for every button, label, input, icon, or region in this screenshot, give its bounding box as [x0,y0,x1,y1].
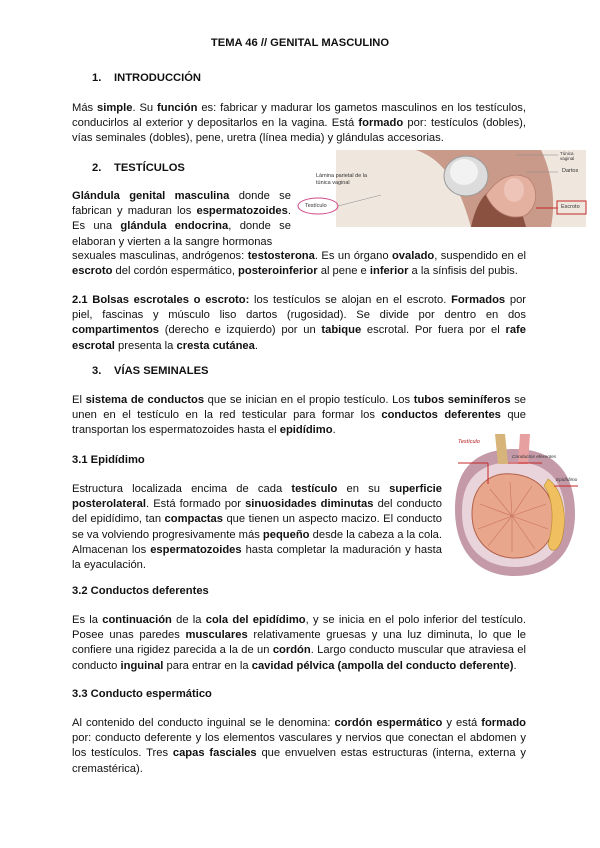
label-lamina-parietal: Lámina parietal de la túnica vaginal [316,173,368,186]
bold-text: epidídimo [279,424,333,437]
text: se unen en el testículo en la red testicular para formar los [72,394,527,422]
text: El [72,394,86,406]
bold-text: Glándula genital masculina [72,190,230,202]
text: Más [72,102,98,114]
text: . Está formado por [146,498,246,511]
section-heading-introduccion [92,72,201,84]
bold-text: pequeño [262,528,310,541]
text: . Su [132,102,158,114]
text: (derecho e izquierdo) por un [159,324,322,337]
text: . Es una [72,205,291,233]
text: . Es un órgano [314,250,392,262]
bold-text: cordón [272,644,311,657]
bold-text: sinuosidades diminutas [245,498,374,511]
subsection-heading-epididimo: 3.1 Epidídimo [72,454,145,466]
bold-text: tabique [321,324,362,337]
bold-text: conductos deferentes [381,409,501,422]
text: sexuales masculinas, andrógenos: [72,250,248,262]
text: . [332,424,336,437]
bold-text: cresta cutánea [176,339,255,352]
bold-text: capas fasciales [172,747,257,760]
bold-text: inferior [369,265,409,278]
paragraph-epididimo [72,482,442,573]
label-escroto: Escroto [561,204,580,210]
text: para entrar en la [163,659,252,672]
bold-text: espermatozoides [150,543,242,556]
text: relativamente gruesas y una luz diminuta, lo que le confiere una rigidez parecida a la de un [72,629,526,657]
bold-text: glándula endocrina [120,220,229,233]
paragraph-testiculos-cont [72,249,526,279]
text: . [254,339,258,352]
paragraph-vias-seminales [72,393,526,439]
text: que tienen un aspecto macizo. El conducto se va volviendo progresivamente más [72,513,442,541]
text: hasta completar la maduración y hasta la eyaculación. [72,543,442,572]
text: por piel, fascinas y músculo liso dartos (rugosidad). Se divide por dentro en dos [72,294,527,322]
scrotum-anatomy-figure [296,150,587,227]
testis-epididymis-figure [450,434,581,579]
text: Es la [72,614,103,626]
text: que transportan los espermatozoides hasta el [72,409,526,437]
section-heading-vias-seminales [92,365,209,377]
text: en su [337,483,390,495]
bold-text: ovalado [391,250,435,262]
bold-text: compartimentos [72,324,160,337]
bold-text: sistema de conductos [85,394,205,406]
text: Estructura localizada encima de cada [72,483,292,495]
bold-text: escroto [72,265,113,278]
label-testiculo: Testículo [458,439,480,445]
paragraph-conducto-espermatico [72,716,526,777]
bold-text: 2.1 Bolsas escrotales o escroto: [72,294,250,306]
text: , suspendido en el [434,250,526,262]
text: . Largo conducto muscular que atraviesa el conducto [72,644,526,672]
subsection-heading-conductos-deferentes: 3.2 Conductos deferentes [72,585,209,597]
page-title: TEMA 46 // GENITAL MASCULINO [210,37,390,49]
paragraph-introduccion [72,101,526,147]
text: donde se fabrican y maduran los [72,190,291,218]
bold-text: Formados [451,294,506,306]
section-title: INTRODUCCIÓN [114,72,202,84]
text: desde la cabeza a la cola. Almacenan los [72,528,443,556]
text: que se inician en el propio testículo. Los [204,394,414,406]
text: , donde se elaboran y vierten a la sangre hormonas [72,220,291,248]
section-title: VÍAS SEMINALES [114,365,209,377]
section-number: 3. [92,365,102,377]
bold-text: posteroinferior [238,265,318,278]
text: al pene e [317,265,370,278]
bold-text: cordón espermático [334,717,443,729]
bold-text: espermatozoides [196,205,288,218]
section-number: 2. [92,162,102,174]
text: es: fabricar y madurar los gametos masculinos en los testículos, conducirlos al exterior y depositarlos en la vagina. Está [72,102,526,130]
text: y está [442,717,482,729]
text: , y se inicia en el polo inferior del testículo. Posee unas paredes [72,614,526,642]
bold-text: cola del epidídimo [205,614,306,626]
text: que envuelven estas estructuras (interna, externa y cremastérica). [72,747,526,775]
bold-text: musculares [185,629,248,642]
scrotum-illustration [296,150,587,227]
text: los testículos se alojan en el escroto. [249,294,452,306]
label-tunica-vaginal: Túnica vaginal [560,151,575,161]
text: por: conducto deferente y los elementos vasculares y nervios que conectan el abdomen y los testículos. Tres [72,732,526,760]
paragraph-testiculos [72,189,291,250]
bold-text: tubos seminíferos [413,394,511,406]
section-number: 1. [92,72,102,84]
bold-text: continuación [102,614,172,626]
text: del cordón espermático, [112,265,239,278]
bold-text: testosterona [247,250,315,262]
bold-text: compactas [164,513,223,526]
subsection-heading-conducto-espermatico: 3.3 Conducto espermático [72,688,212,700]
section-title: TESTÍCULOS [114,162,185,174]
bold-text: formado [358,117,404,130]
label-testiculo: Testículo [305,203,327,209]
label-conductos-eferentes: Conductos eferentes [512,455,557,460]
text: presenta la [114,339,177,352]
section-heading-testiculos [92,162,185,174]
bold-text: función [157,102,198,114]
bold-text: formado [481,717,526,729]
bold-text: testículo [291,483,338,495]
paragraph-bolsas-escrotales [72,293,526,354]
label-epididimo: Epidídimo [556,478,578,483]
label-dartos: Dartos [562,168,579,174]
text: del conducto del epidídimo, tan [72,498,442,526]
bold-text: superficie posterolateral [72,483,443,511]
text: escrotal. Por fuera por el [361,324,506,337]
text: por: testículos (dobles), vías seminales (dobles), pene, uretra (línea media) y glándulas accesorias. [72,117,526,145]
bold-text: simple [97,102,133,114]
text: de la [171,614,206,626]
bold-text: cavidad pélvica (ampolla del conducto deferente) [251,659,514,672]
text: Al contenido del conducto inguinal se le denomina: [72,717,335,729]
paragraph-conductos-deferentes [72,613,526,674]
bold-text: rafe escrotal [72,324,527,352]
text: a la sínfisis del pubis. [408,265,518,278]
text: . [513,659,517,672]
bold-text: inguinal [120,659,164,672]
